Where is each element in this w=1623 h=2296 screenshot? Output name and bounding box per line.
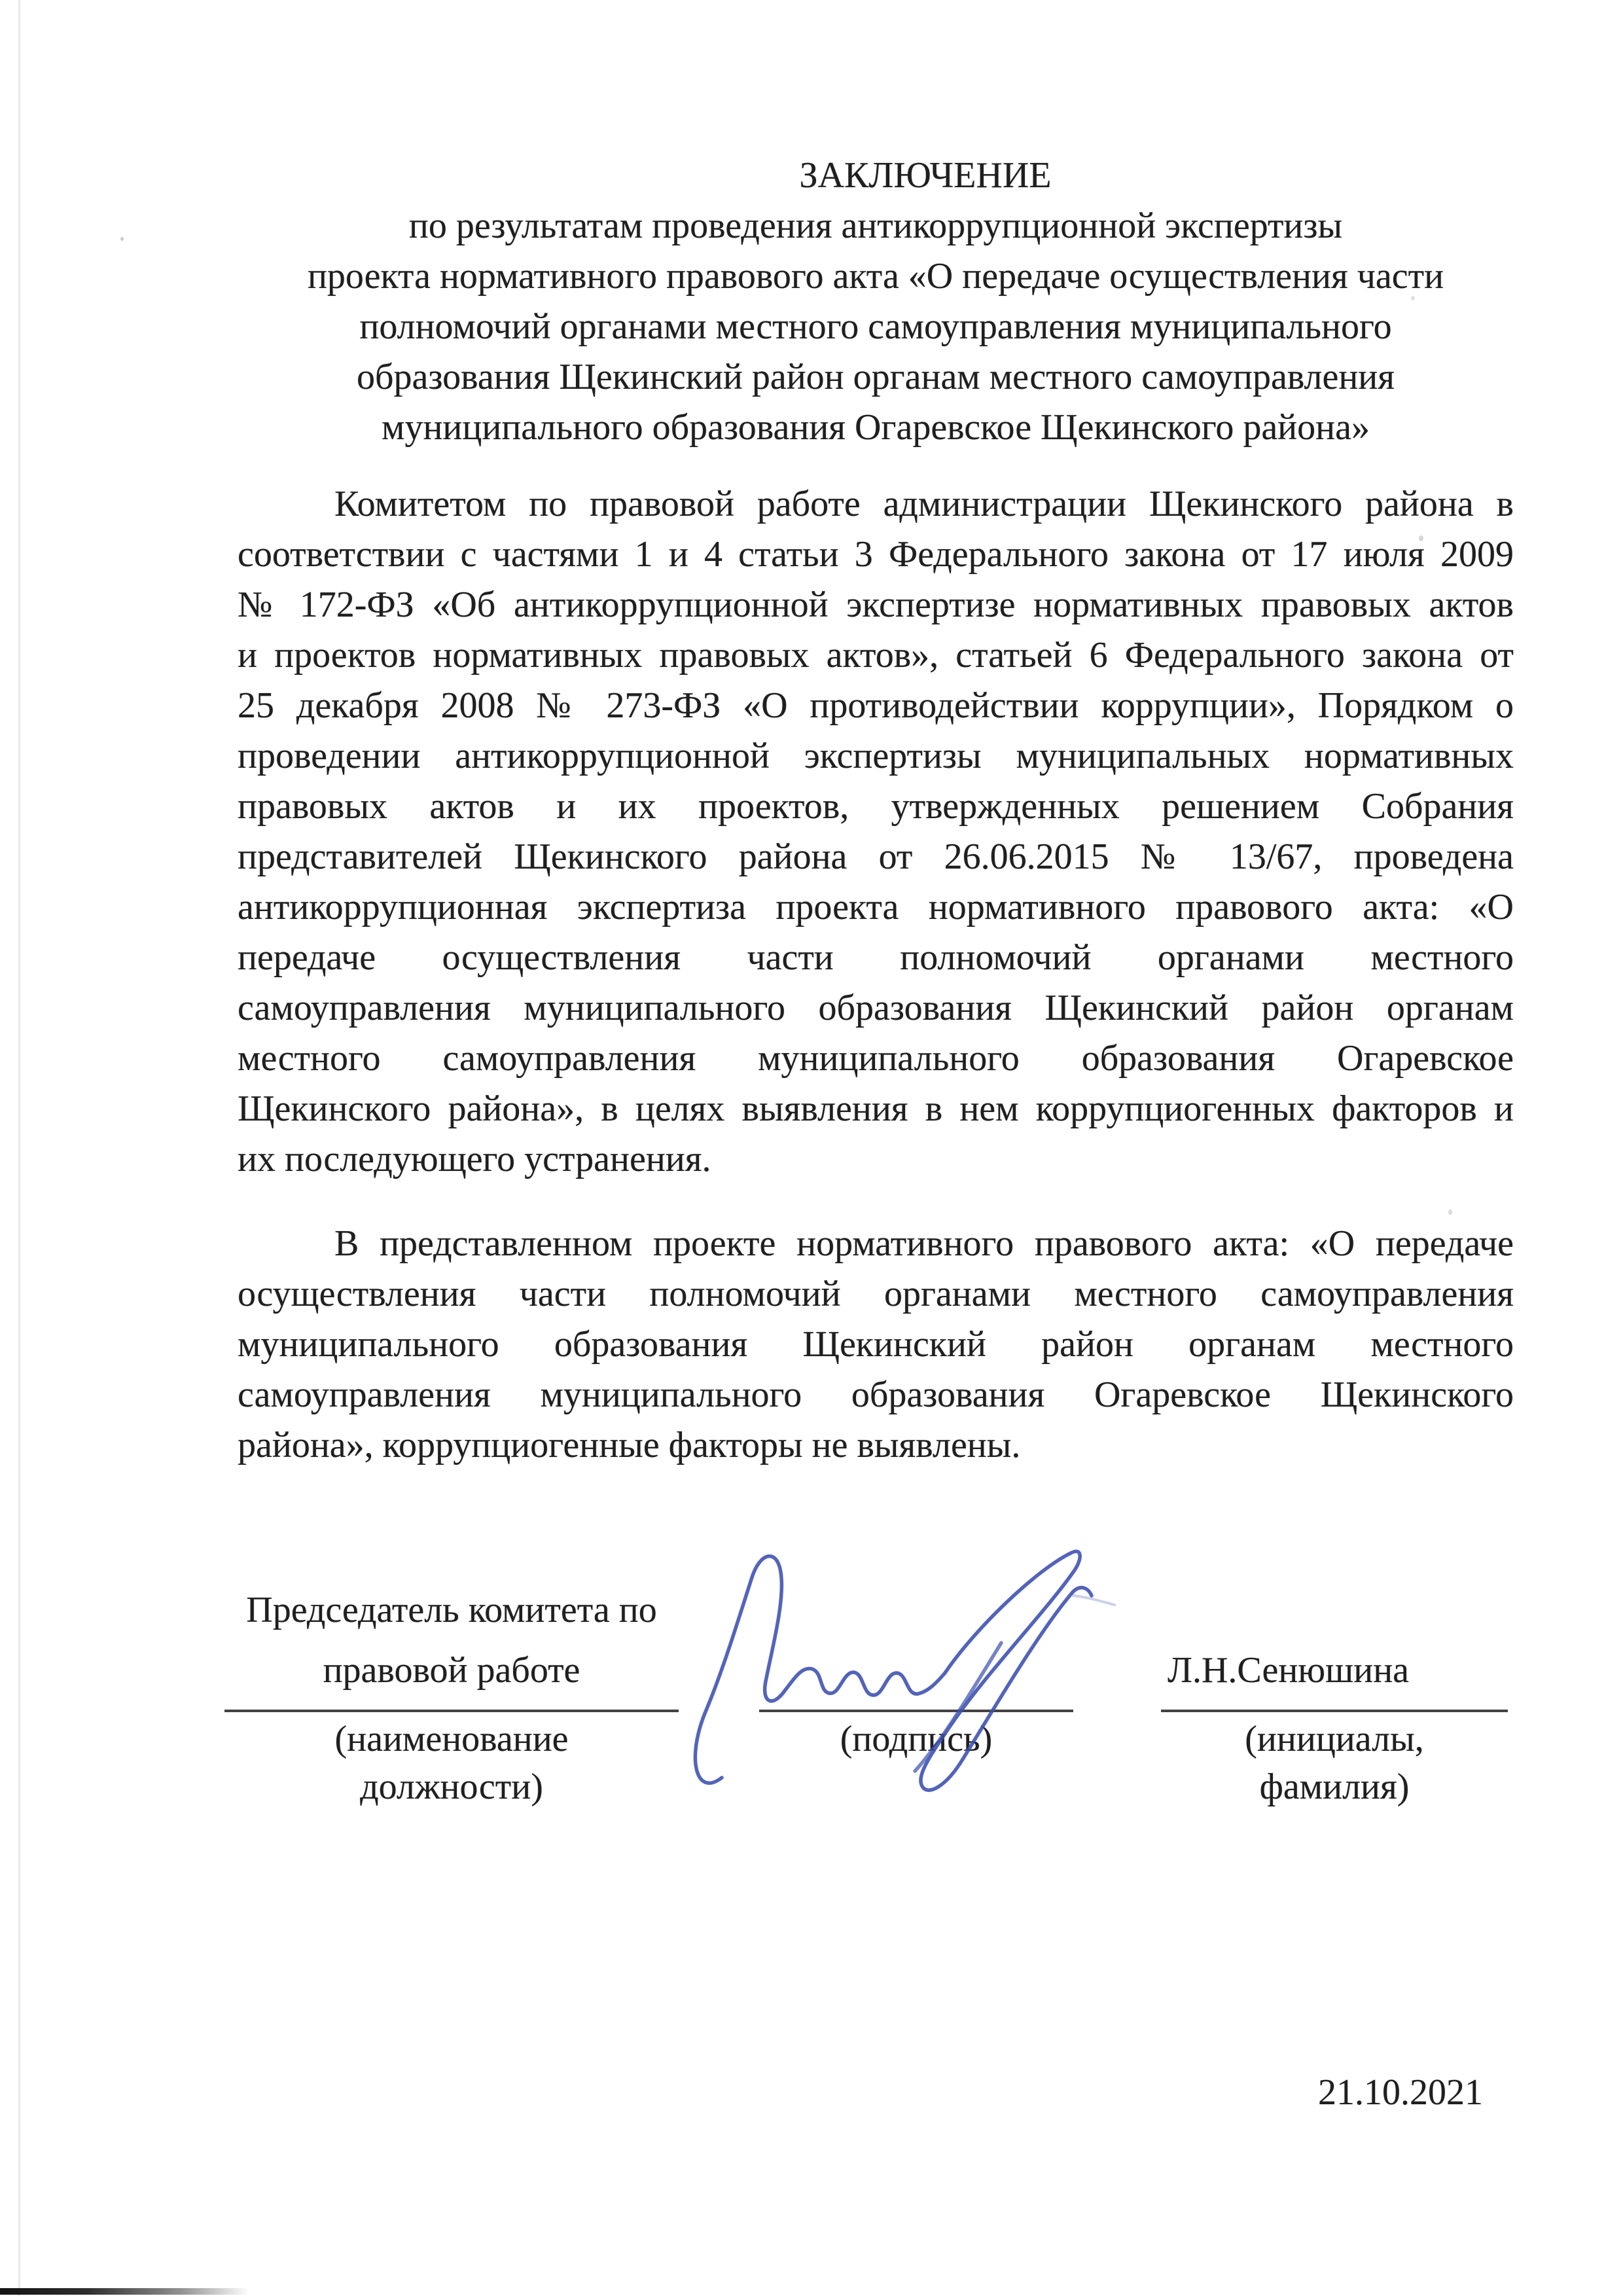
text-line: полномочий органами местного самоуправления муниципального [359, 306, 1392, 347]
text-line: образования Щекинский район органам местного самоуправления [356, 357, 1395, 397]
document-date: 21.10.2021 [1318, 2072, 1483, 2113]
text-line: местного самоуправления муниципального образования Огаревское [238, 1038, 1514, 1079]
text-line: соответствии с частями 1 и 4 статьи 3 Федерального закона от 17 июля 2009 [238, 534, 1514, 575]
caption-position-line-1: (наименование [334, 1719, 569, 1759]
text-line: проведении антикоррупционной экспертизы муниципальных нормативных [238, 736, 1514, 776]
text-line: их последующего устранения. [238, 1139, 711, 1179]
text-line: антикоррупционная экспертиза проекта нормативного правового акта: «О [238, 887, 1514, 927]
text-line: Щекинского района», в целях выявления в нем коррупциогенных факторов и [238, 1088, 1514, 1129]
signer-position-line-2: правовой работе [323, 1650, 580, 1691]
text-line: представителей Щекинского района от 26.06.2015 № 13/67, проведена [238, 836, 1514, 877]
caption-name-line-1: (инициалы, [1245, 1719, 1424, 1759]
text-line: передаче осуществления части полномочий органами местного [238, 937, 1514, 978]
text-line: муниципального образования Щекинский район органам местного [238, 1324, 1514, 1365]
text-line: самоуправления муниципального образования Огаревское Щекинского [238, 1374, 1514, 1415]
text-line: В представленном проекте нормативного правового акта: «О передаче [334, 1223, 1514, 1264]
caption-name-line-2: фамилия) [1259, 1767, 1410, 1807]
text-line: правовых актов и их проектов, утвержденных решением Собрания [238, 786, 1514, 827]
signer-position-line-1: Председатель комитета по [246, 1590, 657, 1630]
text-line: проекта нормативного правового акта «О передаче осуществления части [307, 256, 1444, 296]
text-line: района», коррупциогенные факторы не выявлены. [238, 1425, 1021, 1465]
text-line: муниципального образования Огаревское Щекинского района» [382, 407, 1370, 448]
document-heading: ЗАКЛЮЧЕНИЕ [799, 155, 1052, 196]
text-line: самоуправления муниципального образования Щекинский район органам [238, 988, 1514, 1028]
text-line: 25 декабря 2008 № 273-ФЗ «О противодействии коррупции», Порядком о [238, 685, 1514, 726]
text-line: осуществления части полномочий органами местного самоуправления [238, 1274, 1514, 1314]
caption-signature: (подпись) [840, 1719, 993, 1759]
text-line: по результатам проведения антикоррупционной экспертизы [408, 206, 1343, 246]
caption-position-line-2: должности) [360, 1767, 543, 1807]
text-line: № 172-ФЗ «Об антикоррупционной экспертизе нормативных правовых актов [238, 584, 1514, 625]
text-line: и проектов нормативных правовых актов», статьей 6 Федерального закона от [238, 635, 1514, 675]
text-line: Комитетом по правовой работе администрации Щекинского района в [334, 484, 1514, 524]
signer-name: Л.Н.Сенюшина [1168, 1650, 1410, 1691]
